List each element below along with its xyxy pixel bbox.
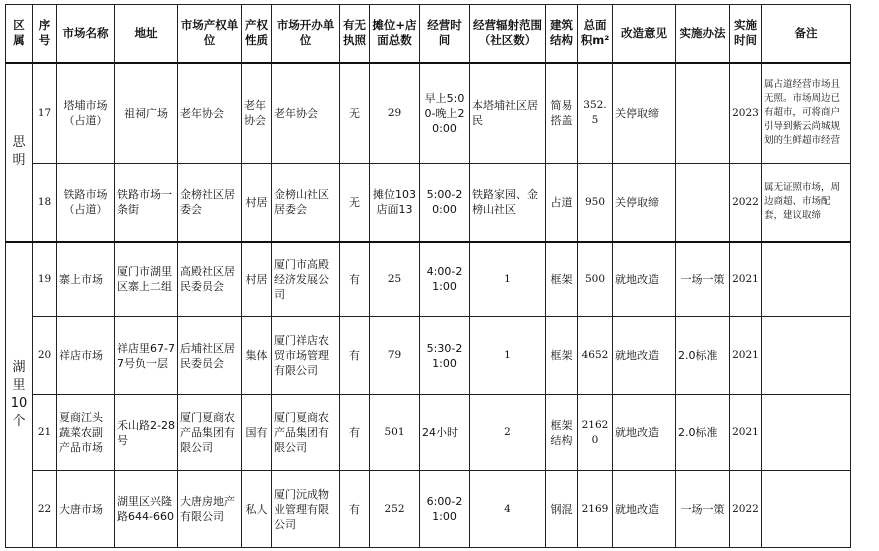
cell-structure: 框架	[546, 317, 578, 395]
header-radius: 经营辐射范围（社区数）	[470, 5, 546, 63]
cell-opinion: 就地改造	[613, 471, 676, 548]
cell-remark: 属占道经营市场且无照。市场周边已有超市，可将商户引导到紫云尚城规划的生鲜超市经营	[762, 63, 851, 164]
cell-seq: 22	[33, 471, 57, 548]
cell-license: 无	[340, 63, 370, 164]
cell-license: 无	[340, 164, 370, 242]
district-siming: 思明	[6, 63, 33, 242]
header-row	[6, 5, 851, 63]
header-method: 实施办法	[676, 5, 730, 63]
header-address: 地址	[115, 5, 178, 63]
cell-time: 2021	[730, 242, 762, 317]
cell-area: 4652	[578, 317, 613, 395]
cell-area: 352.5	[578, 63, 613, 164]
cell-stalls: 79	[370, 317, 420, 395]
cell-license: 有	[340, 395, 370, 471]
cell-owner: 高殿社区居民委员会	[178, 242, 242, 317]
cell-name: 大唐市场	[57, 471, 115, 548]
cell-opinion: 就地改造	[613, 317, 676, 395]
cell-address: 禾山路2-28号	[115, 395, 178, 471]
header-seq: 序号	[33, 5, 57, 63]
header-area: 总面积m²	[578, 5, 613, 63]
table-row	[6, 471, 851, 548]
cell-method: 2.0标准	[676, 317, 730, 395]
cell-area: 500	[578, 242, 613, 317]
cell-method: 一场一策	[676, 471, 730, 548]
cell-operator: 金榜山社区居委会	[272, 164, 340, 242]
district-huli: 湖里10个	[6, 242, 33, 548]
cell-remark	[762, 242, 851, 317]
cell-address: 厦门市湖里区寨上二组	[115, 242, 178, 317]
cell-name: 夏商江头蔬菜农副产品市场	[57, 395, 115, 471]
cell-name: 塔埔市场（占道）	[57, 63, 115, 164]
header-remark: 备注	[762, 5, 851, 63]
cell-operator: 厦门沅成物业管理有限公司	[272, 471, 340, 548]
header-opinion: 改造意见	[613, 5, 676, 63]
cell-radius: 铁路家园、金榜山社区	[470, 164, 546, 242]
cell-structure: 框架结构	[546, 395, 578, 471]
cell-property: 村居	[242, 242, 272, 317]
cell-area: 950	[578, 164, 613, 242]
header-operator: 市场开办单位	[272, 5, 340, 63]
header-license: 有无执照	[340, 5, 370, 63]
cell-stalls: 摊位103店面13	[370, 164, 420, 242]
cell-method: 2.0标准	[676, 395, 730, 471]
cell-operator: 厦门市高殿经济发展公司	[272, 242, 340, 317]
cell-radius: 本塔埔社区居民	[470, 63, 546, 164]
cell-remark	[762, 317, 851, 395]
cell-time: 2021	[730, 395, 762, 471]
cell-time: 2023	[730, 63, 762, 164]
cell-operator: 厦门夏商农产品集团有限公司	[272, 395, 340, 471]
cell-remark: 属无证照市场，周边商超、市场配套，建议取缔	[762, 164, 851, 242]
cell-remark	[762, 395, 851, 471]
cell-property: 老年协会	[242, 63, 272, 164]
header-time: 实施时间	[730, 5, 762, 63]
cell-hours: 早上5:00-晚上20:00	[420, 63, 470, 164]
cell-name: 寨上市场	[57, 242, 115, 317]
cell-structure: 占道	[546, 164, 578, 242]
cell-seq: 17	[33, 63, 57, 164]
cell-time: 2022	[730, 471, 762, 548]
cell-stalls: 25	[370, 242, 420, 317]
table-row	[6, 63, 851, 164]
cell-seq: 21	[33, 395, 57, 471]
cell-area: 21620	[578, 395, 613, 471]
cell-seq: 18	[33, 164, 57, 242]
cell-address: 祥店里67-77号负一层	[115, 317, 178, 395]
cell-opinion: 就地改造	[613, 242, 676, 317]
cell-stalls: 501	[370, 395, 420, 471]
cell-structure: 简易搭盖	[546, 63, 578, 164]
cell-owner: 后埔社区居民委员会	[178, 317, 242, 395]
cell-name: 铁路市场（占道）	[57, 164, 115, 242]
cell-radius: 1	[470, 317, 546, 395]
cell-method	[676, 164, 730, 242]
cell-address: 铁路市场一条街	[115, 164, 178, 242]
cell-opinion: 关停取缔	[613, 164, 676, 242]
cell-operator: 厦门祥店农贸市场管理有限公司	[272, 317, 340, 395]
cell-hours: 5:30-21:00	[420, 317, 470, 395]
cell-name: 祥店市场	[57, 317, 115, 395]
cell-method: 一场一策	[676, 242, 730, 317]
cell-hours: 5:00-20:00	[420, 164, 470, 242]
cell-stalls: 29	[370, 63, 420, 164]
table-row	[6, 317, 851, 395]
cell-radius: 4	[470, 471, 546, 548]
cell-hours: 24小时	[420, 395, 470, 471]
cell-radius: 2	[470, 395, 546, 471]
header-hours: 经营时间	[420, 5, 470, 63]
header-name: 市场名称	[57, 5, 115, 63]
cell-address: 祖祠广场	[115, 63, 178, 164]
cell-owner: 厦门夏商农产品集团有限公司	[178, 395, 242, 471]
cell-seq: 20	[33, 317, 57, 395]
cell-license: 有	[340, 317, 370, 395]
cell-stalls: 252	[370, 471, 420, 548]
header-district: 区属	[6, 5, 33, 63]
cell-address: 湖里区兴隆路644-660	[115, 471, 178, 548]
header-structure: 建筑结构	[546, 5, 578, 63]
cell-structure: 框架	[546, 242, 578, 317]
cell-remark	[762, 471, 851, 548]
cell-time: 2022	[730, 164, 762, 242]
cell-hours: 6:00-21:00	[420, 471, 470, 548]
cell-seq: 19	[33, 242, 57, 317]
cell-property: 私人	[242, 471, 272, 548]
cell-owner: 金榜社区居委会	[178, 164, 242, 242]
table-row	[6, 164, 851, 242]
cell-owner: 老年协会	[178, 63, 242, 164]
table-row	[6, 395, 851, 471]
cell-owner: 大唐房地产有限公司	[178, 471, 242, 548]
header-stalls: 摊位+店面总数	[370, 5, 420, 63]
cell-operator: 老年协会	[272, 63, 340, 164]
cell-structure: 钢混	[546, 471, 578, 548]
header-property: 产权性质	[242, 5, 272, 63]
cell-property: 国有	[242, 395, 272, 471]
cell-radius: 1	[470, 242, 546, 317]
cell-property: 村居	[242, 164, 272, 242]
cell-method	[676, 63, 730, 164]
market-renovation-table	[5, 4, 851, 548]
table-row	[6, 242, 851, 317]
cell-license: 有	[340, 242, 370, 317]
cell-opinion: 就地改造	[613, 395, 676, 471]
cell-hours: 4:00-21:00	[420, 242, 470, 317]
cell-area: 2169	[578, 471, 613, 548]
cell-time: 2021	[730, 317, 762, 395]
header-owner: 市场产权单位	[178, 5, 242, 63]
cell-license: 有	[340, 471, 370, 548]
cell-opinion: 关停取缔	[613, 63, 676, 164]
cell-property: 集体	[242, 317, 272, 395]
